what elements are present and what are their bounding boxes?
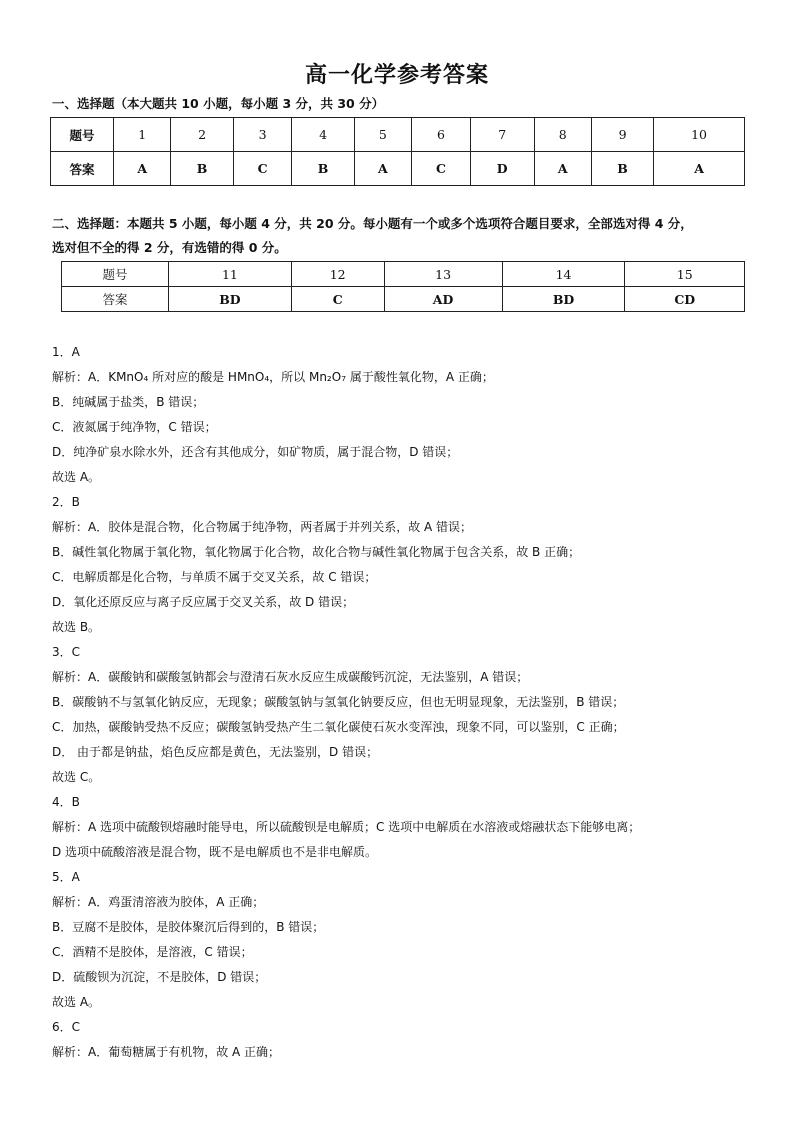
conclusion-line: 故选 B。 [52,620,101,634]
explanations [52,340,752,1065]
table-row-answers [51,152,745,186]
row-label-number: 题号 [51,118,114,152]
explanation-line: B．豆腐不是胶体，是胶体聚沉后得到的，B 错误； [52,920,325,934]
question-number: 15 [625,262,745,287]
explanation-line: C．电解质都是化合物，与单质不属于交叉关系，故 C 错误； [52,570,377,584]
question-number: 6 [412,118,471,152]
explanation-line: D 选项中硫酸溶液是混合物，既不是电解质也不是非电解质。 [52,845,378,859]
question-heading: 3．C [52,645,81,659]
explanation-line: C．酒精不是胶体，是溶液，C 错误； [52,945,253,959]
explanation-line: D．硫酸钡为沉淀，不是胶体，D 错误； [52,970,267,984]
question-heading: 2．B [52,495,80,509]
page-title: 高一化学参考答案 [304,63,489,88]
section1-heading: 一、选择题（本大题共 10 小题，每小题 3 分，共 30 分） [52,96,385,111]
question-number: 11 [169,262,292,287]
explanation-line: 解析：A．鸡蛋清溶液为胶体，A 正确； [52,895,265,909]
question-number: 12 [291,262,384,287]
explanation-line: B．碱性氧化物属于氧化物，氧化物属于化合物，故化合物与碱性氧化物属于包含关系，故 B 正确； [52,545,581,559]
question-number: 9 [591,118,653,152]
explanation-line: 解析：A．碳酸钠和碳酸氢钠都会与澄清石灰水反应生成碳酸钙沉淀，无法鉴别，A 错误； [52,670,529,684]
answer-cell: BD [502,287,625,312]
section2-heading-line1: 二、选择题：本题共 5 小题，每小题 4 分，共 20 分。每小题有一个或多个选项符合题目要求，全部选对得 4 分， [52,216,693,231]
explanation-line: D． 由于都是钠盐，焰色反应都是黄色，无法鉴别，D 错误； [52,745,379,759]
answer-cell: A [654,152,745,186]
answer-cell: A [534,152,591,186]
question-heading: 1．A [52,345,80,359]
explanation-line: 解析：A 选项中硫酸钡熔融时能导电，所以硫酸钡是电解质；C 选项中电解质在水溶液或熔融状态下能够电离； [52,820,641,834]
question-number: 14 [502,262,625,287]
question-number: 3 [233,118,292,152]
explanation-line: C．加热，碳酸钠受热不反应；碳酸氢钠受热产生二氧化碳使石灰水变浑浊，现象不同，可以鉴别，C 正确； [52,720,625,734]
explanation-line: B．纯碱属于盐类，B 错误； [52,395,205,409]
section2-heading-line2: 选对但不全的得 2 分，有选错的得 0 分。 [52,240,287,255]
conclusion-line: 故选 A。 [52,995,101,1009]
conclusion-line: 故选 A。 [52,470,101,484]
question-number: 7 [470,118,534,152]
table-row-numbers [51,118,745,152]
answer-cell: C [291,287,384,312]
conclusion-line: 故选 C。 [52,770,101,784]
answer-cell: D [470,152,534,186]
answer-cell: A [354,152,411,186]
answer-table-2 [61,261,745,312]
row-label-answer: 答案 [51,152,114,186]
explanation-line: D．纯净矿泉水除水外，还含有其他成分，如矿物质，属于混合物，D 错误； [52,445,459,459]
answer-cell: C [412,152,471,186]
answer-cell: BD [169,287,292,312]
question-number: 5 [354,118,411,152]
question-number: 2 [171,118,233,152]
explanation-line: 解析：A．葡萄糖属于有机物，故 A 正确； [52,1045,281,1059]
answer-cell: CD [625,287,745,312]
question-heading: 6．C [52,1020,81,1034]
question-heading: 4．B [52,795,80,809]
answer-cell: B [591,152,653,186]
question-number: 8 [534,118,591,152]
question-number: 4 [292,118,354,152]
answer-cell: AD [384,287,502,312]
answer-table-1 [50,117,745,186]
question-number: 1 [114,118,171,152]
table-row-numbers [62,262,745,287]
answer-cell: B [292,152,354,186]
answer-cell: C [233,152,292,186]
explanation-line: C．液氮属于纯净物，C 错误； [52,420,217,434]
question-number: 13 [384,262,502,287]
explanation-line: 解析：A．KMnO₄ 所对应的酸是 HMnO₄，所以 Mn₂O₇ 属于酸性氧化物，A 正确； [52,370,494,384]
row-label-answer: 答案 [62,287,169,312]
row-label-number: 题号 [62,262,169,287]
explanation-line: D．氧化还原反应与离子反应属于交叉关系，故 D 错误； [52,595,355,609]
answer-cell: B [171,152,233,186]
question-heading: 5．A [52,870,80,884]
question-number: 10 [654,118,745,152]
table-row-answers [62,287,745,312]
answer-cell: A [114,152,171,186]
explanation-line: B．碳酸钠不与氢氧化钠反应，无现象；碳酸氢钠与氢氧化钠要反应，但也无明显现象，无法鉴别，B 错误； [52,695,625,709]
explanation-line: 解析：A．胶体是混合物，化合物属于纯净物，两者属于并列关系，故 A 错误； [52,520,473,534]
